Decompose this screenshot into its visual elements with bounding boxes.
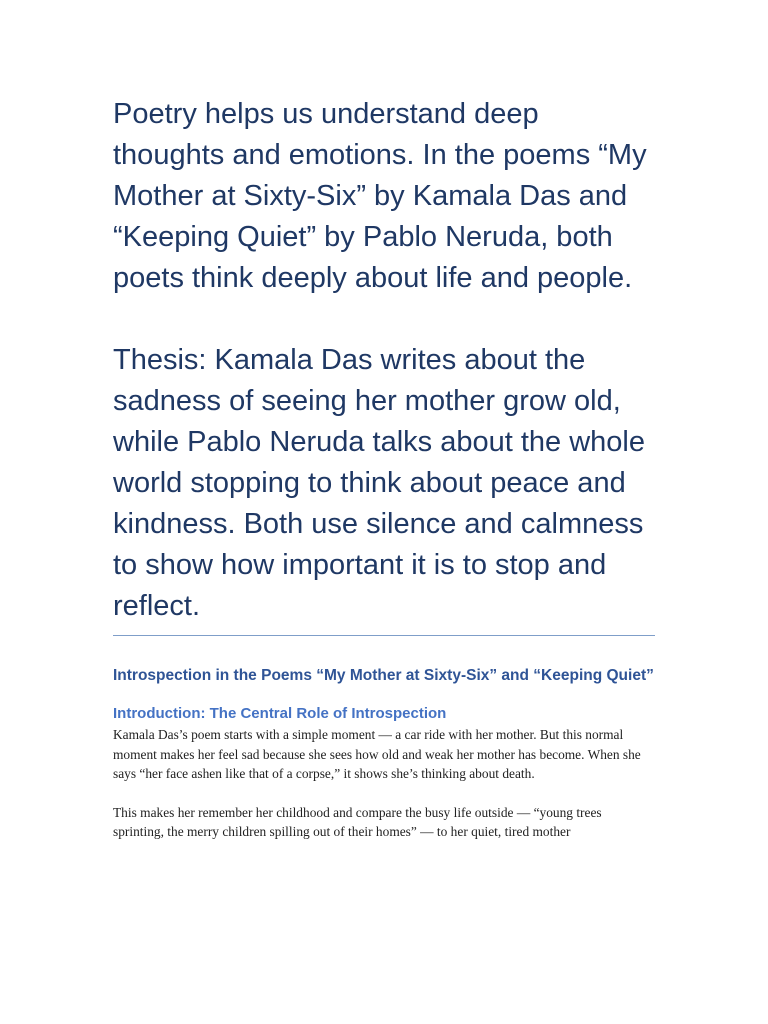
document-page: [113, 94, 655, 842]
body-paragraph: Kamala Das’s poem starts with a simple moment — a car ride with her mother. But this normal moment makes her feel sad because she sees how old and weak her mother has become. When she says “her face ashen like that of a corpse,” it shows she’s thinking about death.: [113, 727, 641, 781]
section-heading: Introduction: The Central Role of Introspection: [113, 705, 447, 722]
essay-title: Introspection in the Poems “My Mother at Sixty-Six” and “Keeping Quiet”: [113, 667, 654, 684]
horizontal-divider: [113, 635, 655, 636]
intro-paragraph: Poetry helps us understand deep thoughts and emotions. In the poems “My Mother at Sixty-Six” by Kamala Das and “Keeping Quiet” by Pablo Neruda, both poets think deeply about life and people.: [113, 98, 647, 294]
body-paragraph: This makes her remember her childhood and compare the busy life outside — “young trees sprinting, the merry children spilling out of their homes” — to her quiet, tired mother: [113, 804, 602, 839]
thesis-paragraph: Thesis: Kamala Das writes about the sadness of seeing her mother grow old, while Pablo Neruda talks about the whole world stopping to think about peace and kindness. Both use silence and calmness to show how important it is to stop and reflect.: [113, 344, 645, 622]
